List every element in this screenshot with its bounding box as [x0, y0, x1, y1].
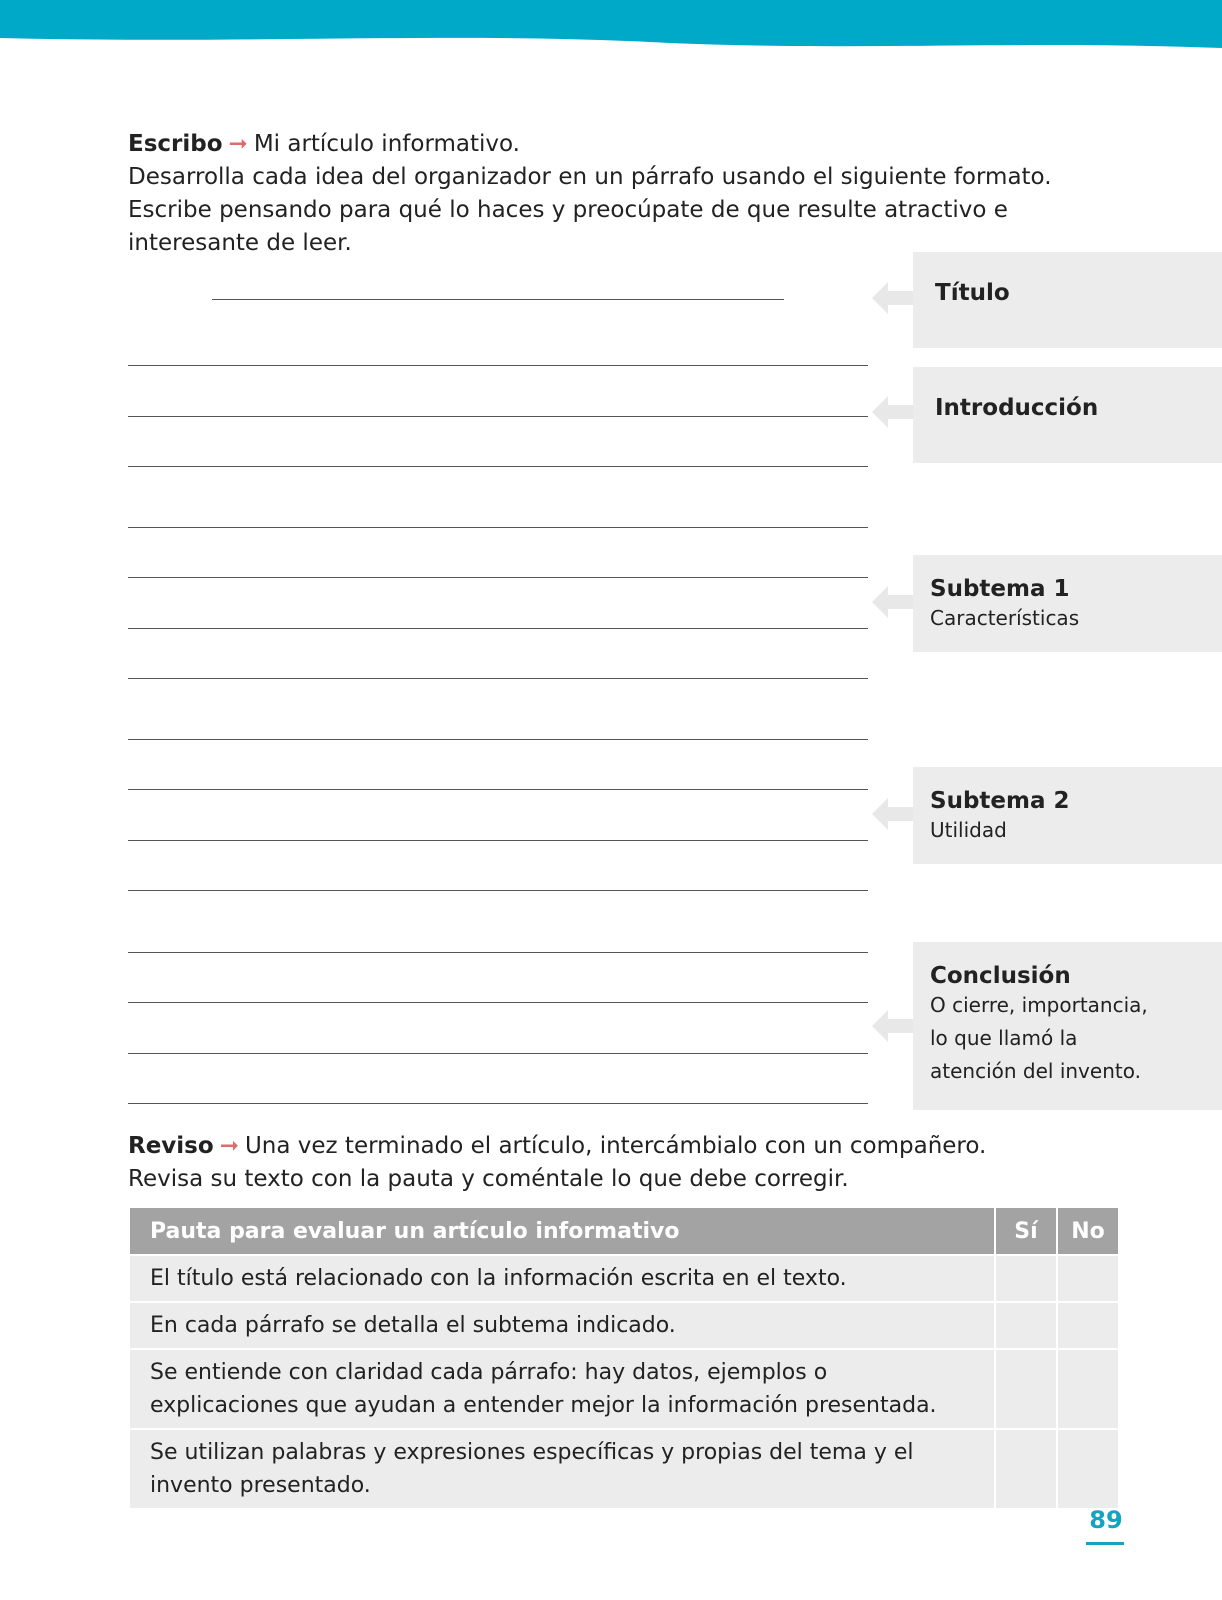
writing-line[interactable] [128, 628, 868, 629]
writing-line[interactable] [128, 739, 868, 740]
organizer-subtema-2-desc: Utilidad [930, 818, 1007, 842]
writing-line[interactable] [128, 678, 868, 679]
table-header-si: Sí [995, 1207, 1057, 1255]
organizer-conclusion-label: Conclusión [930, 963, 1071, 989]
no-checkbox-cell[interactable] [1057, 1302, 1119, 1349]
table-row [129, 1302, 1119, 1349]
reviso-line-1: Una vez terminado el artículo, intercámbialo con un compañero. [244, 1133, 987, 1159]
si-checkbox-cell[interactable] [995, 1255, 1057, 1302]
organizer-box-conclusion [913, 942, 1222, 1110]
organizer-introduccion-label: Introducción [935, 395, 1099, 421]
reviso-instructions [128, 1130, 1128, 1196]
writing-line[interactable] [128, 840, 868, 841]
reviso-label: Reviso [128, 1133, 214, 1159]
no-checkbox-cell[interactable] [1057, 1349, 1119, 1429]
escribo-label: Escribo [128, 131, 223, 157]
writing-line[interactable] [128, 1103, 868, 1104]
escribo-line-1: Desarrolla cada idea del organizador en un párrafo usando el siguiente formato. [128, 164, 1052, 190]
si-checkbox-cell[interactable] [995, 1302, 1057, 1349]
criteria-cell: Se utilizan palabras y expresiones específicas y propias del tema y el invento presentado. [129, 1429, 995, 1509]
arrow-left-icon [872, 280, 914, 316]
table-row [129, 1349, 1119, 1429]
organizer-box-titulo [913, 252, 1222, 348]
writing-line[interactable] [128, 466, 868, 467]
arrow-right-icon: ➞ [219, 1133, 239, 1159]
si-checkbox-cell[interactable] [995, 1429, 1057, 1509]
organizer-conclusion-line-3: atención del invento. [930, 1059, 1141, 1083]
table-row [129, 1429, 1119, 1509]
arrow-left-icon [872, 584, 914, 620]
arrow-right-icon: ➞ [228, 131, 248, 157]
organizer-subtema-1-label: Subtema 1 [930, 576, 1070, 602]
criteria-cell: Se entiende con claridad cada párrafo: hay datos, ejemplos o explicaciones que ayudan a entender mejor la información presentada. [129, 1349, 995, 1429]
arrow-left-icon [872, 394, 914, 430]
organizer-subtema-2-label: Subtema 2 [930, 788, 1070, 814]
escribo-title: Mi artículo informativo. [253, 131, 520, 157]
table-header-criteria: Pauta para evaluar un artículo informativo [129, 1207, 995, 1255]
reviso-heading [128, 1130, 1128, 1163]
no-checkbox-cell[interactable] [1057, 1255, 1119, 1302]
writing-line[interactable] [128, 365, 868, 366]
title-writing-line[interactable] [212, 299, 784, 300]
escribo-line-2: Escribe pensando para qué lo haces y preocúpate de que resulte atractivo e interesante de leer. [128, 197, 1008, 256]
arrow-left-icon [872, 796, 914, 832]
table-row [129, 1255, 1119, 1302]
writing-line[interactable] [128, 577, 868, 578]
writing-line[interactable] [128, 527, 868, 528]
criteria-cell: En cada párrafo se detalla el subtema indicado. [129, 1302, 995, 1349]
organizer-conclusion-line-1: O cierre, importancia, [930, 993, 1148, 1017]
organizer-box-subtema-1 [913, 555, 1222, 652]
organizer-conclusion-line-2: lo que llamó la [930, 1026, 1078, 1050]
reviso-line-2: Revisa su texto con la pauta y coméntale lo que debe corregir. [128, 1166, 849, 1192]
page-number-underline [1086, 1542, 1124, 1545]
escribo-heading [128, 128, 1128, 161]
arrow-left-icon [872, 1008, 914, 1044]
writing-line[interactable] [128, 1002, 868, 1003]
organizer-titulo-label: Título [935, 280, 1010, 306]
escribo-instructions [128, 128, 1128, 260]
page-number: 89 [1089, 1506, 1123, 1534]
top-wave-banner [0, 0, 1222, 60]
organizer-subtema-1-desc: Características [930, 606, 1080, 630]
si-checkbox-cell[interactable] [995, 1349, 1057, 1429]
writing-line[interactable] [128, 890, 868, 891]
writing-line[interactable] [128, 789, 868, 790]
writing-line[interactable] [128, 416, 868, 417]
writing-line[interactable] [128, 1053, 868, 1054]
organizer-box-subtema-2 [913, 767, 1222, 864]
evaluation-table [128, 1206, 1120, 1510]
table-header-no: No [1057, 1207, 1119, 1255]
table-header-row [129, 1207, 1119, 1255]
writing-line[interactable] [128, 952, 868, 953]
organizer-box-introduccion [913, 367, 1222, 463]
no-checkbox-cell[interactable] [1057, 1429, 1119, 1509]
criteria-cell: El título está relacionado con la información escrita en el texto. [129, 1255, 995, 1302]
